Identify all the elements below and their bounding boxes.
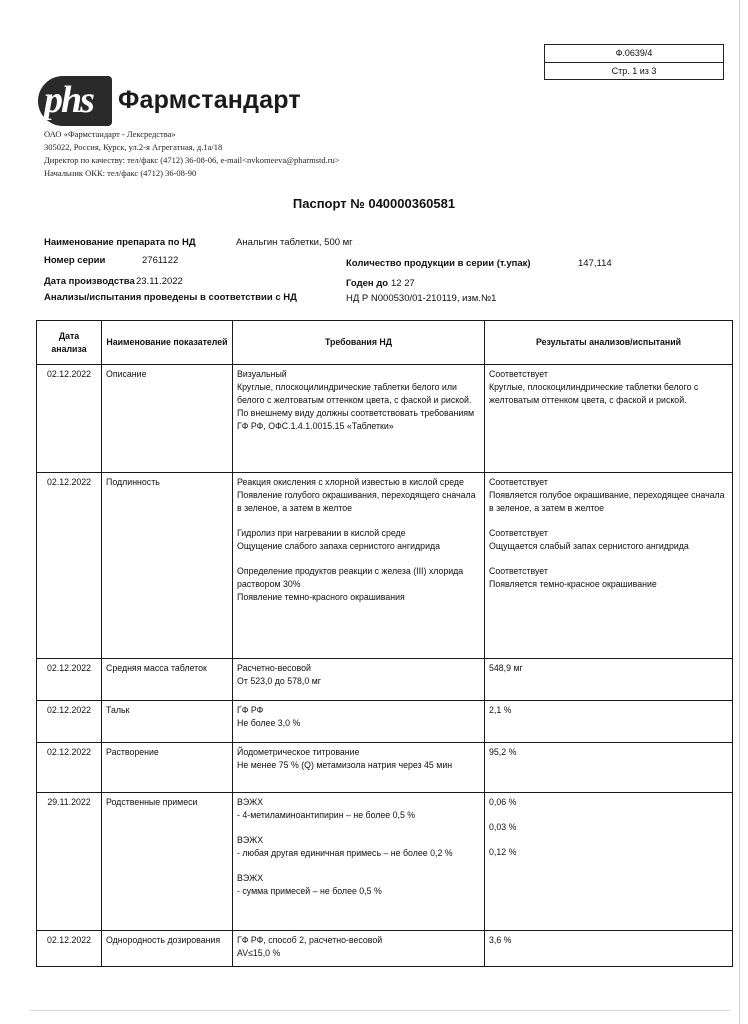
company-line: 305022, Россия, Курск, ул.2-я Агрегатная, д.1а/18 — [44, 142, 223, 152]
table-row — [37, 659, 733, 701]
requirement-block: ГФ РФ Не более 3,0 % — [237, 705, 301, 728]
page-edge — [739, 0, 740, 1024]
company-info — [44, 128, 340, 180]
tests-label: Анализы/испытания проведены в соответствии с НД — [44, 292, 297, 303]
result-block: 95,2 % — [489, 747, 517, 757]
company-line: Начальник ОКК: тел/факс (4712) 36-08-90 — [44, 168, 197, 178]
table-row — [37, 701, 733, 743]
cell-date: 02.12.2022 — [37, 473, 102, 659]
cell-indicator: Подлинность — [102, 473, 233, 659]
requirement-block: ВЭЖХ - сумма примесей – не более 0,5 % — [237, 873, 382, 896]
series-label: Номер серии — [44, 255, 106, 266]
requirement-block: Визуальный Круглые, плоскоцилиндрические таблетки белого или белого с желтоватым оттенком цвета, с фаской и риской. По внешнему виду должны соответствовать требованиям ГФ РФ, ОФС.1.4.1.0015.15 «Таблетки» — [237, 369, 475, 431]
requirement-block: ГФ РФ, способ 2, расчетно-весовой AV≤15,0 % — [237, 935, 383, 958]
cell-requirements — [233, 793, 485, 931]
result-block: 3,6 % — [489, 935, 512, 945]
result-block: Соответствует Круглые, плоскоцилиндрические таблетки белого с желтоватым оттенком цвета, с фаской и риской. — [489, 369, 699, 405]
form-code: Ф.0639/4 — [615, 48, 653, 58]
cell-date: 02.12.2022 — [37, 365, 102, 473]
header-indicator: Наименование показателей — [102, 321, 233, 365]
cell-results — [485, 365, 733, 473]
form-code-box — [544, 44, 724, 80]
cell-requirements — [233, 931, 485, 967]
quantity-label: Количество продукции в серии (т.упак) — [346, 258, 531, 269]
table-row — [37, 793, 733, 931]
requirement-block: Гидролиз при нагревании в кислой среде Ощущение слабого запаха сернистого ангидрида — [237, 528, 441, 551]
requirement-block: Реакция окисления с хлорной известью в кислой среде Появление голубого окрашивания, переходящего сначала в зеленое, а затем в желтое — [237, 477, 476, 513]
table-row — [37, 743, 733, 793]
cell-date: 02.12.2022 — [37, 659, 102, 701]
page-edge-bottom — [30, 1010, 730, 1011]
series-value: 2761122 — [142, 255, 179, 266]
requirement-block: ВЭЖХ - 4-метиламиноантипирин – не более 0,5 % — [237, 797, 416, 820]
cell-date: 29.11.2022 — [37, 793, 102, 931]
requirement-block: Расчетно-весовой От 523,0 до 578,0 мг — [237, 663, 321, 686]
cell-results — [485, 659, 733, 701]
expiry-value: 12 27 — [391, 278, 415, 289]
cell-indicator: Однородность дозирования — [102, 931, 233, 967]
logo-mark: phs — [38, 76, 112, 126]
cell-indicator: Родственные примеси — [102, 793, 233, 931]
expiry-label: Годен до — [346, 278, 389, 289]
result-block: Соответствует Появляется голубое окрашивание, переходящее сначала в зеленое, а затем в желтое — [489, 477, 725, 513]
requirement-block: Йодометрическое титрование Не менее 75 % (Q) метамизола натрия через 45 мин — [237, 747, 453, 770]
nd-value: НД Р N000530/01-210119, изм.№1 — [346, 293, 497, 304]
requirement-block: Определение продуктов реакции с железа (III) хлорида раствором 30% Появление темно-красного окрашивания — [237, 566, 464, 602]
cell-requirements — [233, 701, 485, 743]
table-header-row — [37, 321, 733, 365]
cell-requirements — [233, 365, 485, 473]
cell-indicator: Средняя масса таблеток — [102, 659, 233, 701]
logo-name: Фармстандарт — [118, 86, 301, 114]
result-block: 548,9 мг — [489, 663, 523, 673]
quantity-value: 147,114 — [578, 258, 612, 269]
requirement-block: ВЭЖХ - любая другая единичная примесь – не более 0,2 % — [237, 835, 453, 858]
cell-indicator: Растворение — [102, 743, 233, 793]
cell-results — [485, 701, 733, 743]
table-row — [37, 365, 733, 473]
cell-date: 02.12.2022 — [37, 743, 102, 793]
cell-results — [485, 931, 733, 967]
header-results: Результаты анализов/испытаний — [485, 321, 733, 365]
production-date-value: 23.11.2022 — [136, 276, 183, 287]
table-body — [37, 365, 733, 967]
cell-results — [485, 793, 733, 931]
production-date-label: Дата производства — [44, 276, 135, 287]
company-line: Директор по качеству: тел/факс (4712) 36-08-06, e-mail<nvkomeeva@pharmstd.ru> — [44, 155, 340, 165]
result-block: Соответствует Появляется темно-красное окрашивание — [489, 566, 657, 589]
passport-title: Паспорт № 040000360581 — [292, 196, 456, 211]
result-block: Соответствует Ощущается слабый запах сернистого ангидрида — [489, 528, 689, 551]
cell-date: 02.12.2022 — [37, 931, 102, 967]
cell-requirements — [233, 659, 485, 701]
result-block: 0,06 % — [489, 797, 517, 807]
cell-date: 02.12.2022 — [37, 701, 102, 743]
result-block: 2,1 % — [489, 705, 512, 715]
table-row — [37, 931, 733, 967]
result-block: 0,03 % — [489, 822, 517, 832]
header-requirements: Требования НД — [233, 321, 485, 365]
company-line: ОАО «Фармстандарт - Лексредства» — [44, 129, 176, 139]
page-number: Стр. 1 из 3 — [545, 62, 723, 80]
cell-requirements — [233, 473, 485, 659]
table-row — [37, 473, 733, 659]
cell-results — [485, 473, 733, 659]
header-date: Дата анализа — [37, 321, 102, 365]
product-value: Анальгин таблетки, 500 мг — [236, 237, 353, 248]
cell-indicator: Описание — [102, 365, 233, 473]
analysis-table — [36, 320, 733, 967]
cell-results — [485, 743, 733, 793]
result-block: 0,12 % — [489, 847, 517, 857]
cell-indicator: Тальк — [102, 701, 233, 743]
cell-requirements — [233, 743, 485, 793]
product-label: Наименование препарата по НД — [44, 237, 196, 248]
